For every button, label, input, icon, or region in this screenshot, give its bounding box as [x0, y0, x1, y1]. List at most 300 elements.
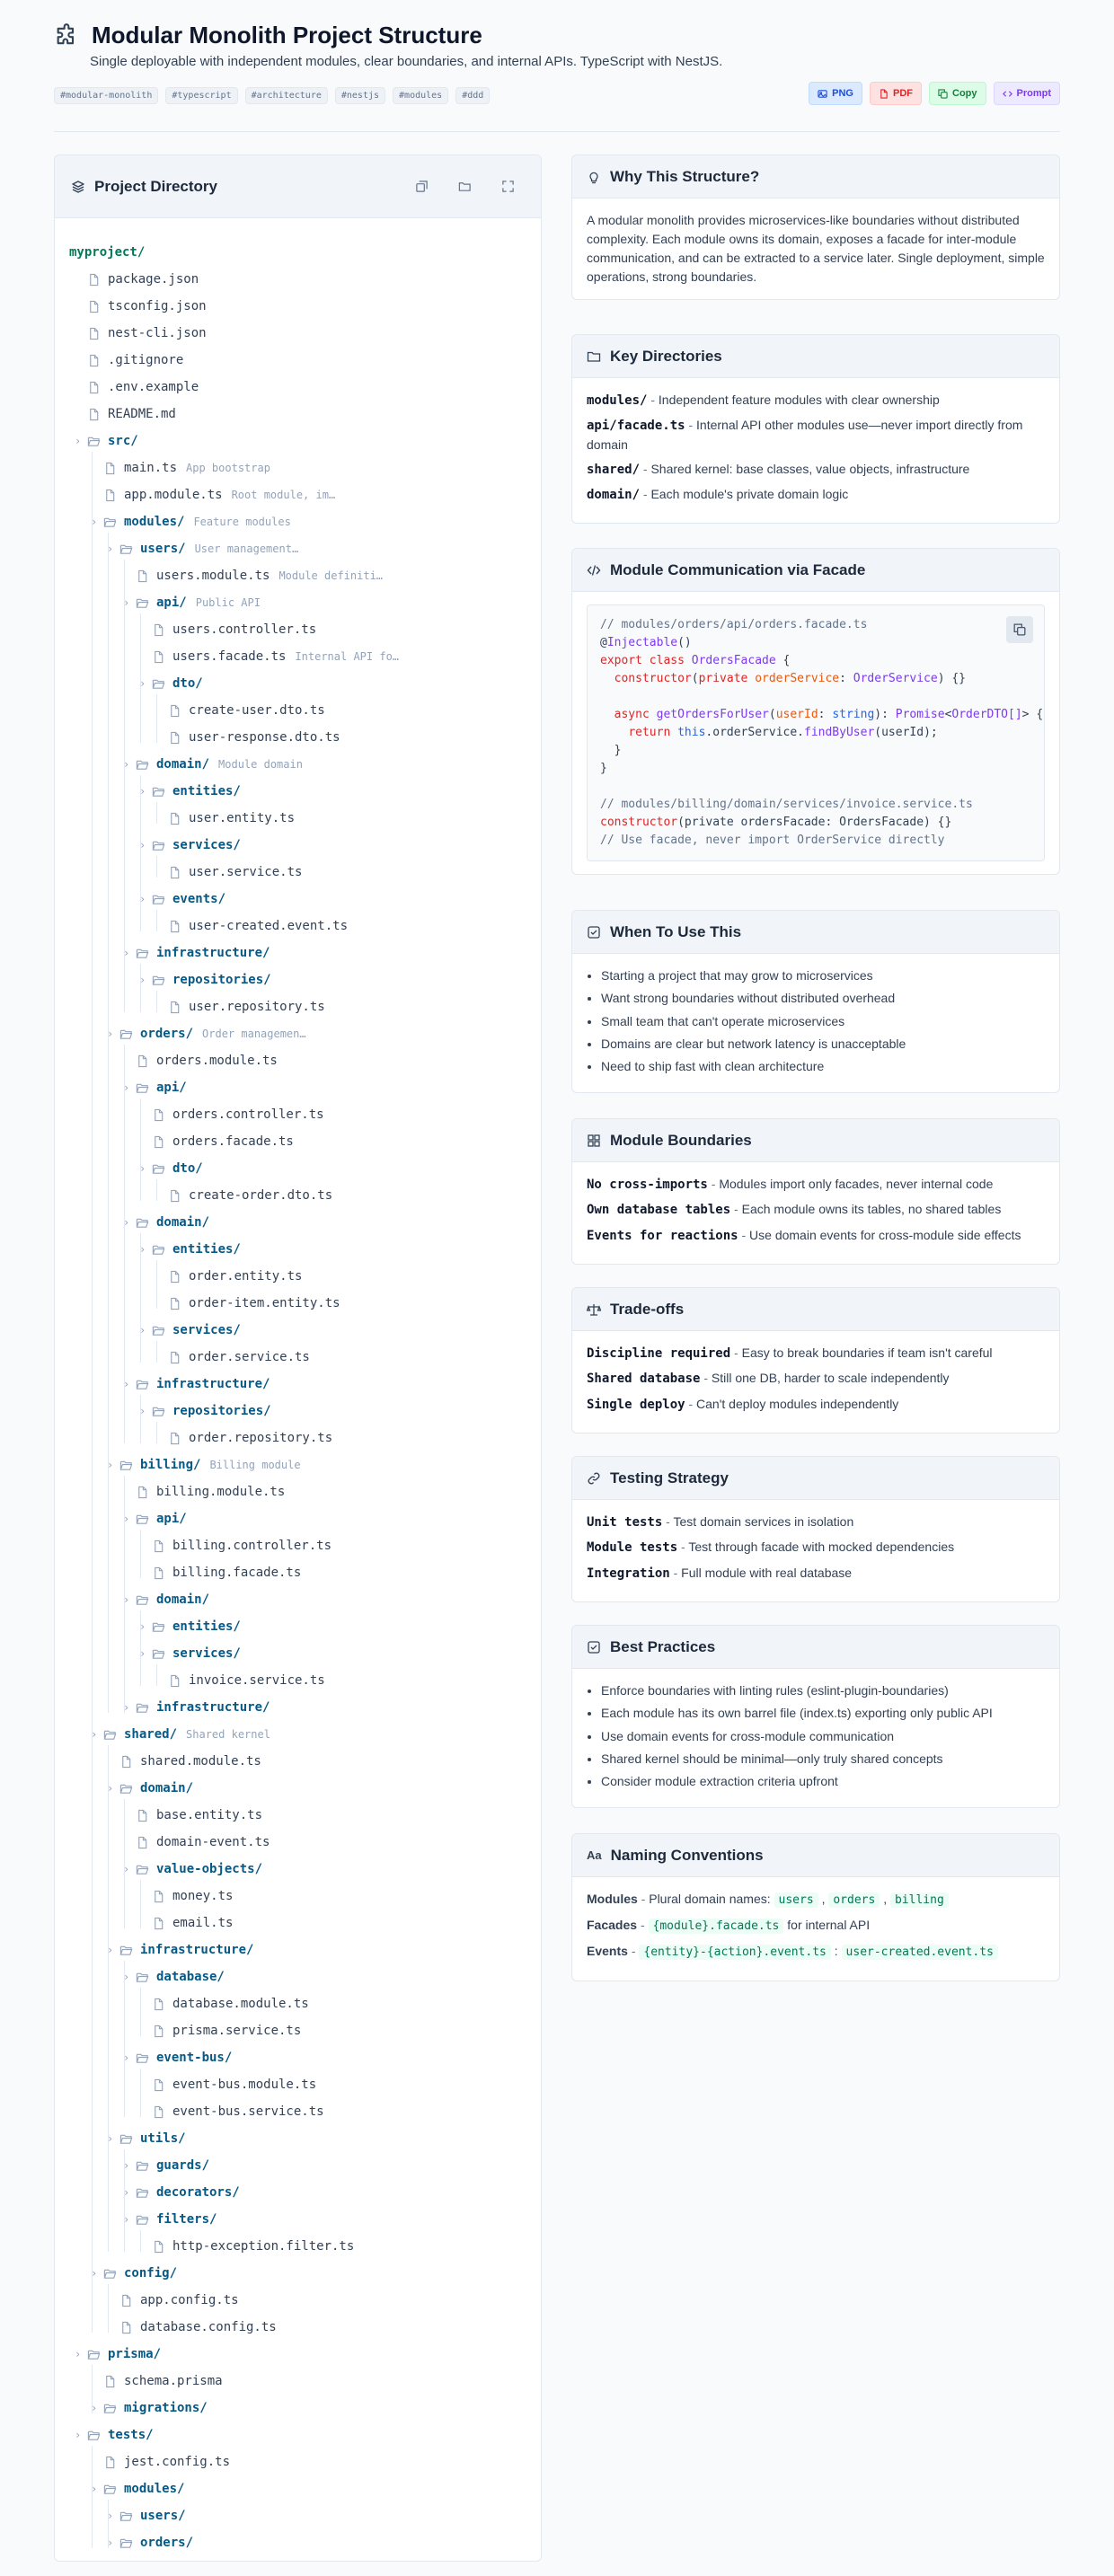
chevron-right-icon[interactable]: › — [107, 1459, 114, 1471]
tree-node-name: app.module.ts — [124, 488, 223, 502]
tree-file[interactable] — [136, 1481, 285, 1503]
chevron-right-icon[interactable]: › — [139, 1324, 146, 1337]
file-icon — [119, 1755, 133, 1769]
folder-open-icon — [152, 1243, 165, 1257]
testing-item: Module tests - Test through facade with mocked dependencies — [587, 1539, 955, 1556]
tree-folder[interactable] — [123, 592, 261, 613]
tree-node-name: infrastructure/ — [156, 1377, 270, 1391]
chevron-right-icon[interactable]: › — [123, 596, 130, 609]
tree-folder[interactable] — [139, 888, 225, 910]
chevron-right-icon[interactable]: › — [139, 1405, 146, 1417]
chevron-right-icon[interactable]: › — [75, 435, 82, 447]
tree-folder[interactable] — [123, 2182, 240, 2203]
file-icon — [879, 89, 889, 99]
puzzle-icon — [54, 23, 79, 49]
tree-folder[interactable] — [139, 1319, 241, 1341]
tree-guide-line — [156, 1664, 157, 1686]
tree-node-name: schema.prisma — [124, 2374, 223, 2388]
naming-item: Facades - {module}.facade.ts for internal API — [587, 1917, 871, 1933]
link-icon — [587, 1471, 601, 1486]
folder-open-icon — [136, 2051, 149, 2065]
tree-folder[interactable] — [107, 2532, 193, 2554]
expand-folders-button[interactable] — [456, 179, 473, 195]
tree-file[interactable] — [168, 727, 340, 748]
folder-open-icon — [152, 1647, 165, 1661]
tree-folder[interactable] — [123, 754, 303, 775]
folder-open-icon — [136, 1216, 149, 1230]
tree-folder[interactable] — [139, 834, 241, 856]
tree-file[interactable] — [103, 457, 270, 479]
folder-open-icon — [152, 1324, 165, 1337]
tree-guide-line — [156, 910, 157, 931]
tree-folder[interactable] — [139, 1400, 271, 1422]
chevron-right-icon[interactable]: › — [123, 1863, 130, 1875]
best-practices-card — [571, 1625, 1060, 1808]
tree-file[interactable] — [136, 565, 383, 587]
folder-open-icon — [152, 1620, 165, 1634]
tree-folder[interactable] — [123, 1966, 225, 1988]
tree-folder[interactable] — [107, 1939, 253, 1961]
why-title: Why This Structure? — [610, 167, 760, 185]
testing-strategy-card — [571, 1456, 1060, 1602]
lightbulb-icon — [587, 170, 601, 184]
tree-node-name: email.ts — [172, 1916, 234, 1930]
naming-item: Modules - Plural domain names: users , orders , billing — [587, 1890, 1045, 1910]
tree-node-name: dto/ — [172, 1161, 203, 1176]
chevron-right-icon[interactable]: › — [91, 516, 98, 528]
tree-node-name: events/ — [172, 892, 226, 906]
chevron-right-icon[interactable]: › — [139, 785, 146, 798]
copy-icon — [938, 89, 948, 99]
chevron-right-icon[interactable]: › — [123, 1081, 130, 1094]
tree-node-note: User management… — [194, 543, 299, 555]
tree-node-name: api/ — [156, 595, 187, 610]
file-icon — [152, 2025, 165, 2038]
tree-node-name: tests/ — [108, 2428, 154, 2442]
chevron-right-icon[interactable]: › — [139, 974, 146, 986]
tree-file[interactable] — [168, 700, 325, 721]
chevron-right-icon[interactable]: › — [91, 2483, 98, 2495]
grid-icon — [587, 1134, 601, 1148]
key-directory-item: domain/ - Each module's private domain logic — [587, 487, 849, 503]
file-icon — [103, 2456, 117, 2469]
file-icon — [168, 920, 181, 933]
tree-guide-line — [140, 1098, 141, 1201]
tree-folder[interactable] — [75, 430, 138, 452]
tree-file[interactable] — [119, 2289, 239, 2311]
folder-open-icon — [103, 2267, 117, 2280]
tree-node-name: http-exception.filter.ts — [172, 2239, 355, 2254]
tree-node-name: filters/ — [156, 2212, 217, 2227]
tree-node-name: money.ts — [172, 1889, 234, 1903]
tree-file[interactable] — [168, 1185, 332, 1206]
tree-node-name: entities/ — [172, 1619, 241, 1634]
tree-folder[interactable] — [91, 2478, 184, 2500]
chevron-right-icon[interactable]: › — [75, 2429, 82, 2441]
tree-node-name: infrastructure/ — [156, 946, 270, 960]
tree-folder[interactable] — [69, 242, 145, 263]
tree-folder[interactable] — [107, 538, 298, 560]
tag[interactable]: #modular-monolith — [54, 87, 158, 104]
tree-node-name: decorators/ — [156, 2185, 240, 2200]
tag[interactable]: #typescript — [165, 87, 237, 104]
file-icon — [168, 1270, 181, 1284]
tree-node-name: services/ — [172, 838, 241, 852]
chevron-right-icon[interactable]: › — [75, 2348, 82, 2360]
tree-file[interactable] — [152, 1885, 233, 1907]
chevron-right-icon[interactable]: › — [107, 543, 114, 555]
file-icon — [87, 381, 101, 394]
module-boundaries-card — [571, 1118, 1060, 1265]
tree-guide-line — [156, 991, 157, 1012]
export-actions — [809, 82, 1060, 105]
list-item: • Consider module extraction criteria upfront — [601, 1772, 1045, 1790]
tree-node-name: prisma/ — [108, 2347, 162, 2361]
file-icon — [152, 1917, 165, 1930]
tree-node-note: Shared kernel — [186, 1728, 270, 1741]
tree-file[interactable] — [168, 1266, 302, 1287]
tree-file[interactable] — [168, 1292, 340, 1314]
tree-folder[interactable] — [139, 781, 241, 802]
tree-file[interactable] — [136, 1804, 262, 1826]
tree-node-name: users/ — [140, 2509, 186, 2523]
tree-node-name: .env.example — [108, 380, 199, 394]
folder-open-icon — [103, 1728, 117, 1742]
tree-file[interactable] — [103, 484, 335, 506]
tradeoffs-title: Trade-offs — [610, 1300, 685, 1318]
key-directory-item: shared/ - Shared kernel: base classes, value objects, infrastructure — [587, 461, 970, 477]
tree-folder[interactable] — [91, 1724, 270, 1745]
tree-folder[interactable] — [139, 969, 271, 991]
testing-strategy-title: Testing Strategy — [610, 1469, 729, 1486]
file-icon — [152, 2240, 165, 2254]
tree-file[interactable] — [152, 1562, 301, 1584]
file-icon — [87, 408, 101, 421]
folder-open-icon — [458, 180, 472, 193]
tree-folder[interactable] — [123, 1373, 270, 1395]
tree-file[interactable] — [87, 349, 183, 371]
chevron-right-icon[interactable]: › — [123, 1513, 130, 1525]
chevron-right-icon[interactable]: › — [123, 2213, 130, 2226]
folder-open-icon — [136, 2213, 149, 2227]
tag[interactable]: #nestjs — [335, 87, 385, 104]
tree-node-name: user.entity.ts — [189, 811, 296, 825]
tree-folder[interactable] — [91, 2397, 208, 2419]
tree-file[interactable] — [136, 1050, 278, 1072]
file-icon — [103, 462, 117, 475]
folder-open-icon — [136, 947, 149, 960]
tree-node-name: dto/ — [172, 676, 203, 691]
export-png-button[interactable] — [809, 82, 862, 105]
tree-folder[interactable] — [139, 1158, 203, 1179]
chevron-right-icon[interactable]: › — [123, 947, 130, 959]
tree-folder[interactable] — [139, 673, 203, 694]
folder-open-icon — [152, 785, 165, 798]
tree-node-name: billing.facade.ts — [172, 1566, 302, 1580]
key-directories-title: Key Directories — [610, 347, 722, 365]
tree-file[interactable] — [87, 322, 207, 344]
chevron-right-icon[interactable]: › — [123, 2051, 130, 2064]
file-icon — [152, 1998, 165, 2011]
tree-node-name: domain/ — [140, 1781, 194, 1795]
tree-node-name: modules/ — [124, 515, 185, 529]
tree-folder[interactable] — [75, 2343, 161, 2365]
tree-folder[interactable] — [123, 2155, 209, 2176]
prompt-label: Prompt — [1016, 88, 1051, 99]
code-icon — [587, 563, 601, 578]
project-directory-title: Project Directory — [94, 177, 217, 195]
tree-file[interactable] — [152, 2101, 324, 2122]
list-item: • Enforce boundaries with linting rules (eslint-plugin-boundaries) — [601, 1681, 1045, 1699]
tree-node-name: value-objects/ — [156, 1862, 263, 1876]
folder-open-icon — [87, 2429, 101, 2442]
tree-folder[interactable] — [107, 1778, 193, 1799]
tree-node-name: database.config.ts — [140, 2320, 277, 2334]
tree-file[interactable] — [103, 2370, 223, 2392]
tree-file[interactable] — [168, 861, 302, 883]
page-title: Modular Monolith Project Structure — [92, 22, 482, 49]
tree-node-name: package.json — [108, 272, 199, 287]
tree-guide-line — [156, 856, 157, 878]
tree-folder[interactable] — [123, 1589, 209, 1610]
boundary-item: No cross-imports - Modules import only facades, never internal code — [587, 1177, 994, 1192]
tree-node-name: api/ — [156, 1081, 187, 1095]
tree-node-name: create-user.dto.ts — [189, 703, 325, 718]
copy-code-button[interactable] — [1006, 616, 1033, 643]
tree-guide-line — [156, 694, 157, 743]
prompt-button[interactable] — [994, 82, 1061, 105]
tree-node-note: Feature modules — [193, 516, 291, 528]
folder-open-icon — [152, 1405, 165, 1418]
tree-file[interactable] — [87, 403, 176, 425]
tree-folder[interactable] — [123, 2047, 232, 2069]
tag[interactable]: #ddd — [455, 87, 490, 104]
tree-node-name: orders.controller.ts — [172, 1107, 324, 1122]
tree-file[interactable] — [168, 915, 348, 937]
tree-node-name: database/ — [156, 1970, 225, 1984]
tree-folder[interactable] — [139, 1239, 241, 1260]
tree-node-name: myproject/ — [69, 245, 146, 260]
project-directory-header — [55, 155, 541, 218]
tree-file[interactable] — [152, 1104, 324, 1125]
tree-file[interactable] — [152, 2074, 316, 2095]
tree-file[interactable] — [152, 1993, 309, 2015]
tree-file[interactable] — [87, 296, 207, 317]
tree-folder[interactable] — [123, 1697, 270, 1718]
tree-folder[interactable] — [107, 2505, 186, 2527]
tree-file[interactable] — [168, 996, 325, 1018]
chevron-right-icon[interactable]: › — [123, 1593, 130, 1606]
chevron-right-icon[interactable]: › — [139, 1162, 146, 1175]
check-square-icon — [587, 1640, 601, 1654]
file-icon — [168, 812, 181, 825]
export-pdf-button[interactable] — [870, 82, 922, 105]
tradeoff-item: Discipline required - Easy to break boundaries if team isn't careful — [587, 1345, 993, 1361]
tree-node-note: Billing module — [209, 1459, 301, 1471]
chevron-right-icon[interactable]: › — [139, 1647, 146, 1660]
tree-node-name: domain-event.ts — [156, 1835, 270, 1849]
tree-node-name: repositories/ — [172, 1404, 271, 1418]
tree-node-name: services/ — [172, 1646, 241, 1661]
tree-file[interactable] — [168, 807, 295, 829]
fullscreen-button[interactable] — [500, 179, 516, 195]
chevron-right-icon[interactable]: › — [123, 2159, 130, 2172]
tree-node-name: orders.module.ts — [156, 1054, 278, 1068]
naming-item: Events - {entity}-{action}.event.ts : user-created.event.ts — [587, 1942, 1045, 1962]
file-icon — [152, 1108, 165, 1122]
tree-node-name: utils/ — [140, 2131, 186, 2146]
chevron-right-icon[interactable]: › — [107, 2132, 114, 2145]
naming-conventions-title: Naming Conventions — [610, 1846, 764, 1864]
folder-icon — [587, 349, 601, 364]
tree-node-name: shared.module.ts — [140, 1754, 261, 1769]
chevron-right-icon[interactable]: › — [139, 1620, 146, 1633]
tree-folder[interactable] — [123, 1212, 209, 1233]
tree-file[interactable] — [168, 1427, 332, 1449]
chevron-right-icon[interactable]: › — [107, 2536, 114, 2549]
tree-node-name: users.facade.ts — [172, 649, 287, 664]
folder-open-icon — [152, 893, 165, 906]
boundary-item: Events for reactions - Use domain events for cross-module side effects — [587, 1227, 1021, 1243]
tree-folder[interactable] — [123, 1858, 262, 1880]
chevron-right-icon[interactable]: › — [107, 1028, 114, 1040]
file-icon — [168, 1351, 181, 1364]
page-subtitle: Single deployable with independent modules, clear boundaries, and internal APIs. TypeScript with NestJS. — [90, 54, 723, 69]
tree-file[interactable] — [152, 619, 316, 640]
tree-node-name: jest.config.ts — [124, 2455, 231, 2469]
collapse-all-button[interactable] — [413, 179, 429, 195]
tree-node-name: event-bus.module.ts — [172, 2078, 317, 2092]
tree-node-name: order.entity.ts — [189, 1269, 303, 1284]
tree-node-name: order.service.ts — [189, 1350, 310, 1364]
tree-folder[interactable] — [107, 2128, 186, 2149]
tree-node-name: billing.module.ts — [156, 1485, 286, 1499]
chevron-right-icon[interactable]: › — [139, 1243, 146, 1256]
folder-open-icon — [136, 758, 149, 772]
tree-node-note: App bootstrap — [186, 462, 270, 474]
chevron-right-icon[interactable]: › — [139, 893, 146, 905]
chevron-right-icon[interactable]: › — [123, 1701, 130, 1714]
tree-guide-line — [140, 2069, 141, 2117]
file-icon — [136, 1836, 149, 1849]
copy-button[interactable] — [929, 82, 986, 105]
file-icon — [119, 2321, 133, 2334]
tree-node-name: app.config.ts — [140, 2293, 239, 2307]
tree-folder[interactable] — [139, 1643, 241, 1664]
tree-folder[interactable] — [123, 2209, 217, 2230]
tree-file[interactable] — [168, 1670, 325, 1691]
tree-node-name: api/ — [156, 1512, 187, 1526]
tree-folder[interactable] — [107, 1023, 306, 1045]
tree-file[interactable] — [87, 269, 199, 290]
tree-node-name: order.repository.ts — [189, 1431, 333, 1445]
chevron-right-icon[interactable]: › — [139, 677, 146, 690]
boundary-item: Own database tables - Each module owns its tables, no shared tables — [587, 1202, 1002, 1218]
tree-folder[interactable] — [123, 1508, 187, 1530]
chevron-right-icon[interactable]: › — [91, 2402, 98, 2414]
folder-open-icon — [103, 2483, 117, 2496]
chevron-right-icon[interactable]: › — [107, 1944, 114, 1956]
chevron-right-icon[interactable]: › — [123, 1378, 130, 1390]
chevron-right-icon[interactable]: › — [123, 2186, 130, 2199]
tree-file[interactable] — [152, 1912, 233, 1934]
tree-node-name: guards/ — [156, 2158, 210, 2173]
folder-open-icon — [119, 1459, 133, 1472]
chevron-right-icon[interactable]: › — [123, 1971, 130, 1983]
folder-open-icon — [119, 1944, 133, 1957]
chevron-right-icon[interactable]: › — [139, 839, 146, 851]
collapse-icon — [415, 180, 429, 193]
tree-file[interactable] — [119, 2316, 277, 2338]
tree-folder[interactable] — [123, 1077, 187, 1098]
tree-folder[interactable] — [123, 942, 270, 964]
tree-node-name: domain/ — [156, 1592, 210, 1607]
tree-folder[interactable] — [139, 1616, 241, 1637]
folder-open-icon — [119, 1782, 133, 1795]
file-icon — [119, 2294, 133, 2307]
tree-file[interactable] — [87, 376, 199, 398]
tree-folder[interactable] — [107, 1454, 301, 1476]
tree-node-name: user-response.dto.ts — [189, 730, 340, 745]
tree-folder[interactable] — [91, 2263, 177, 2284]
chevron-right-icon[interactable]: › — [123, 1216, 130, 1229]
scale-icon — [587, 1302, 601, 1317]
tree-folder[interactable] — [91, 511, 291, 533]
tree-node-name: infrastructure/ — [140, 1943, 254, 1957]
text-size-icon: Aa — [587, 1848, 602, 1862]
tree-file[interactable] — [103, 2451, 230, 2473]
key-directory-item: api/facade.ts - Internal API other modules use—never import directly from domain — [587, 418, 1023, 452]
tree-folder[interactable] — [75, 2424, 154, 2446]
tree-file[interactable] — [152, 1535, 332, 1557]
file-icon — [168, 866, 181, 879]
tree-file[interactable] — [168, 1346, 310, 1368]
tag[interactable]: #architecture — [245, 87, 328, 104]
testing-item: Integration - Full module with real database — [587, 1565, 853, 1581]
tree-node-name: entities/ — [172, 1242, 241, 1257]
tree-node-name: migrations/ — [124, 2401, 208, 2415]
list-item: • Domains are clear but network latency is unacceptable — [601, 1035, 1045, 1053]
tree-file[interactable] — [136, 1831, 270, 1853]
tree-file[interactable] — [152, 646, 399, 667]
key-directory-item: modules/ - Independent feature modules with clear ownership — [587, 393, 940, 408]
tree-file[interactable] — [152, 1131, 294, 1152]
tree-file[interactable] — [152, 2020, 301, 2042]
chevron-right-icon[interactable]: › — [107, 1782, 114, 1795]
tree-node-name: src/ — [108, 434, 138, 448]
tag[interactable]: #modules — [393, 87, 448, 104]
list-item: • Starting a project that may grow to microservices — [601, 966, 1045, 984]
chevron-right-icon[interactable]: › — [91, 2267, 98, 2280]
tree-file[interactable] — [119, 1751, 261, 1772]
folder-open-icon — [119, 2510, 133, 2523]
file-icon — [152, 2105, 165, 2119]
tree-node-name: database.module.ts — [172, 1997, 309, 2011]
folder-open-icon — [87, 2348, 101, 2361]
tree-node-name: main.ts — [124, 461, 178, 475]
tree-guide-line — [92, 452, 93, 2333]
chevron-right-icon[interactable]: › — [123, 758, 130, 771]
tree-node-name: shared/ — [124, 1727, 178, 1742]
chevron-right-icon[interactable]: › — [107, 2510, 114, 2522]
code-block: // modules/orders/api/orders.facade.ts @Injectable() export class OrdersFacade { constructor(private orderService: OrderService) {} async getOrdersForUser(userId: string): Promise<OrderDTO[]> { return this.orderService.findByUser(userId); } } // modules/billing/domain/services/invoice.service.ts constructor(private ordersFacade: OrdersFacade) {} // Use facade, never import OrderService directly — [587, 604, 1045, 861]
folder-open-icon — [136, 596, 149, 610]
chevron-right-icon[interactable]: › — [91, 1728, 98, 1741]
tree-file[interactable] — [152, 2236, 354, 2257]
list-item: • Shared kernel should be minimal—only truly shared concepts — [601, 1750, 1045, 1768]
tree-guide-line — [140, 1530, 141, 1578]
list-item: • Use domain events for cross-module communication — [601, 1727, 1045, 1745]
